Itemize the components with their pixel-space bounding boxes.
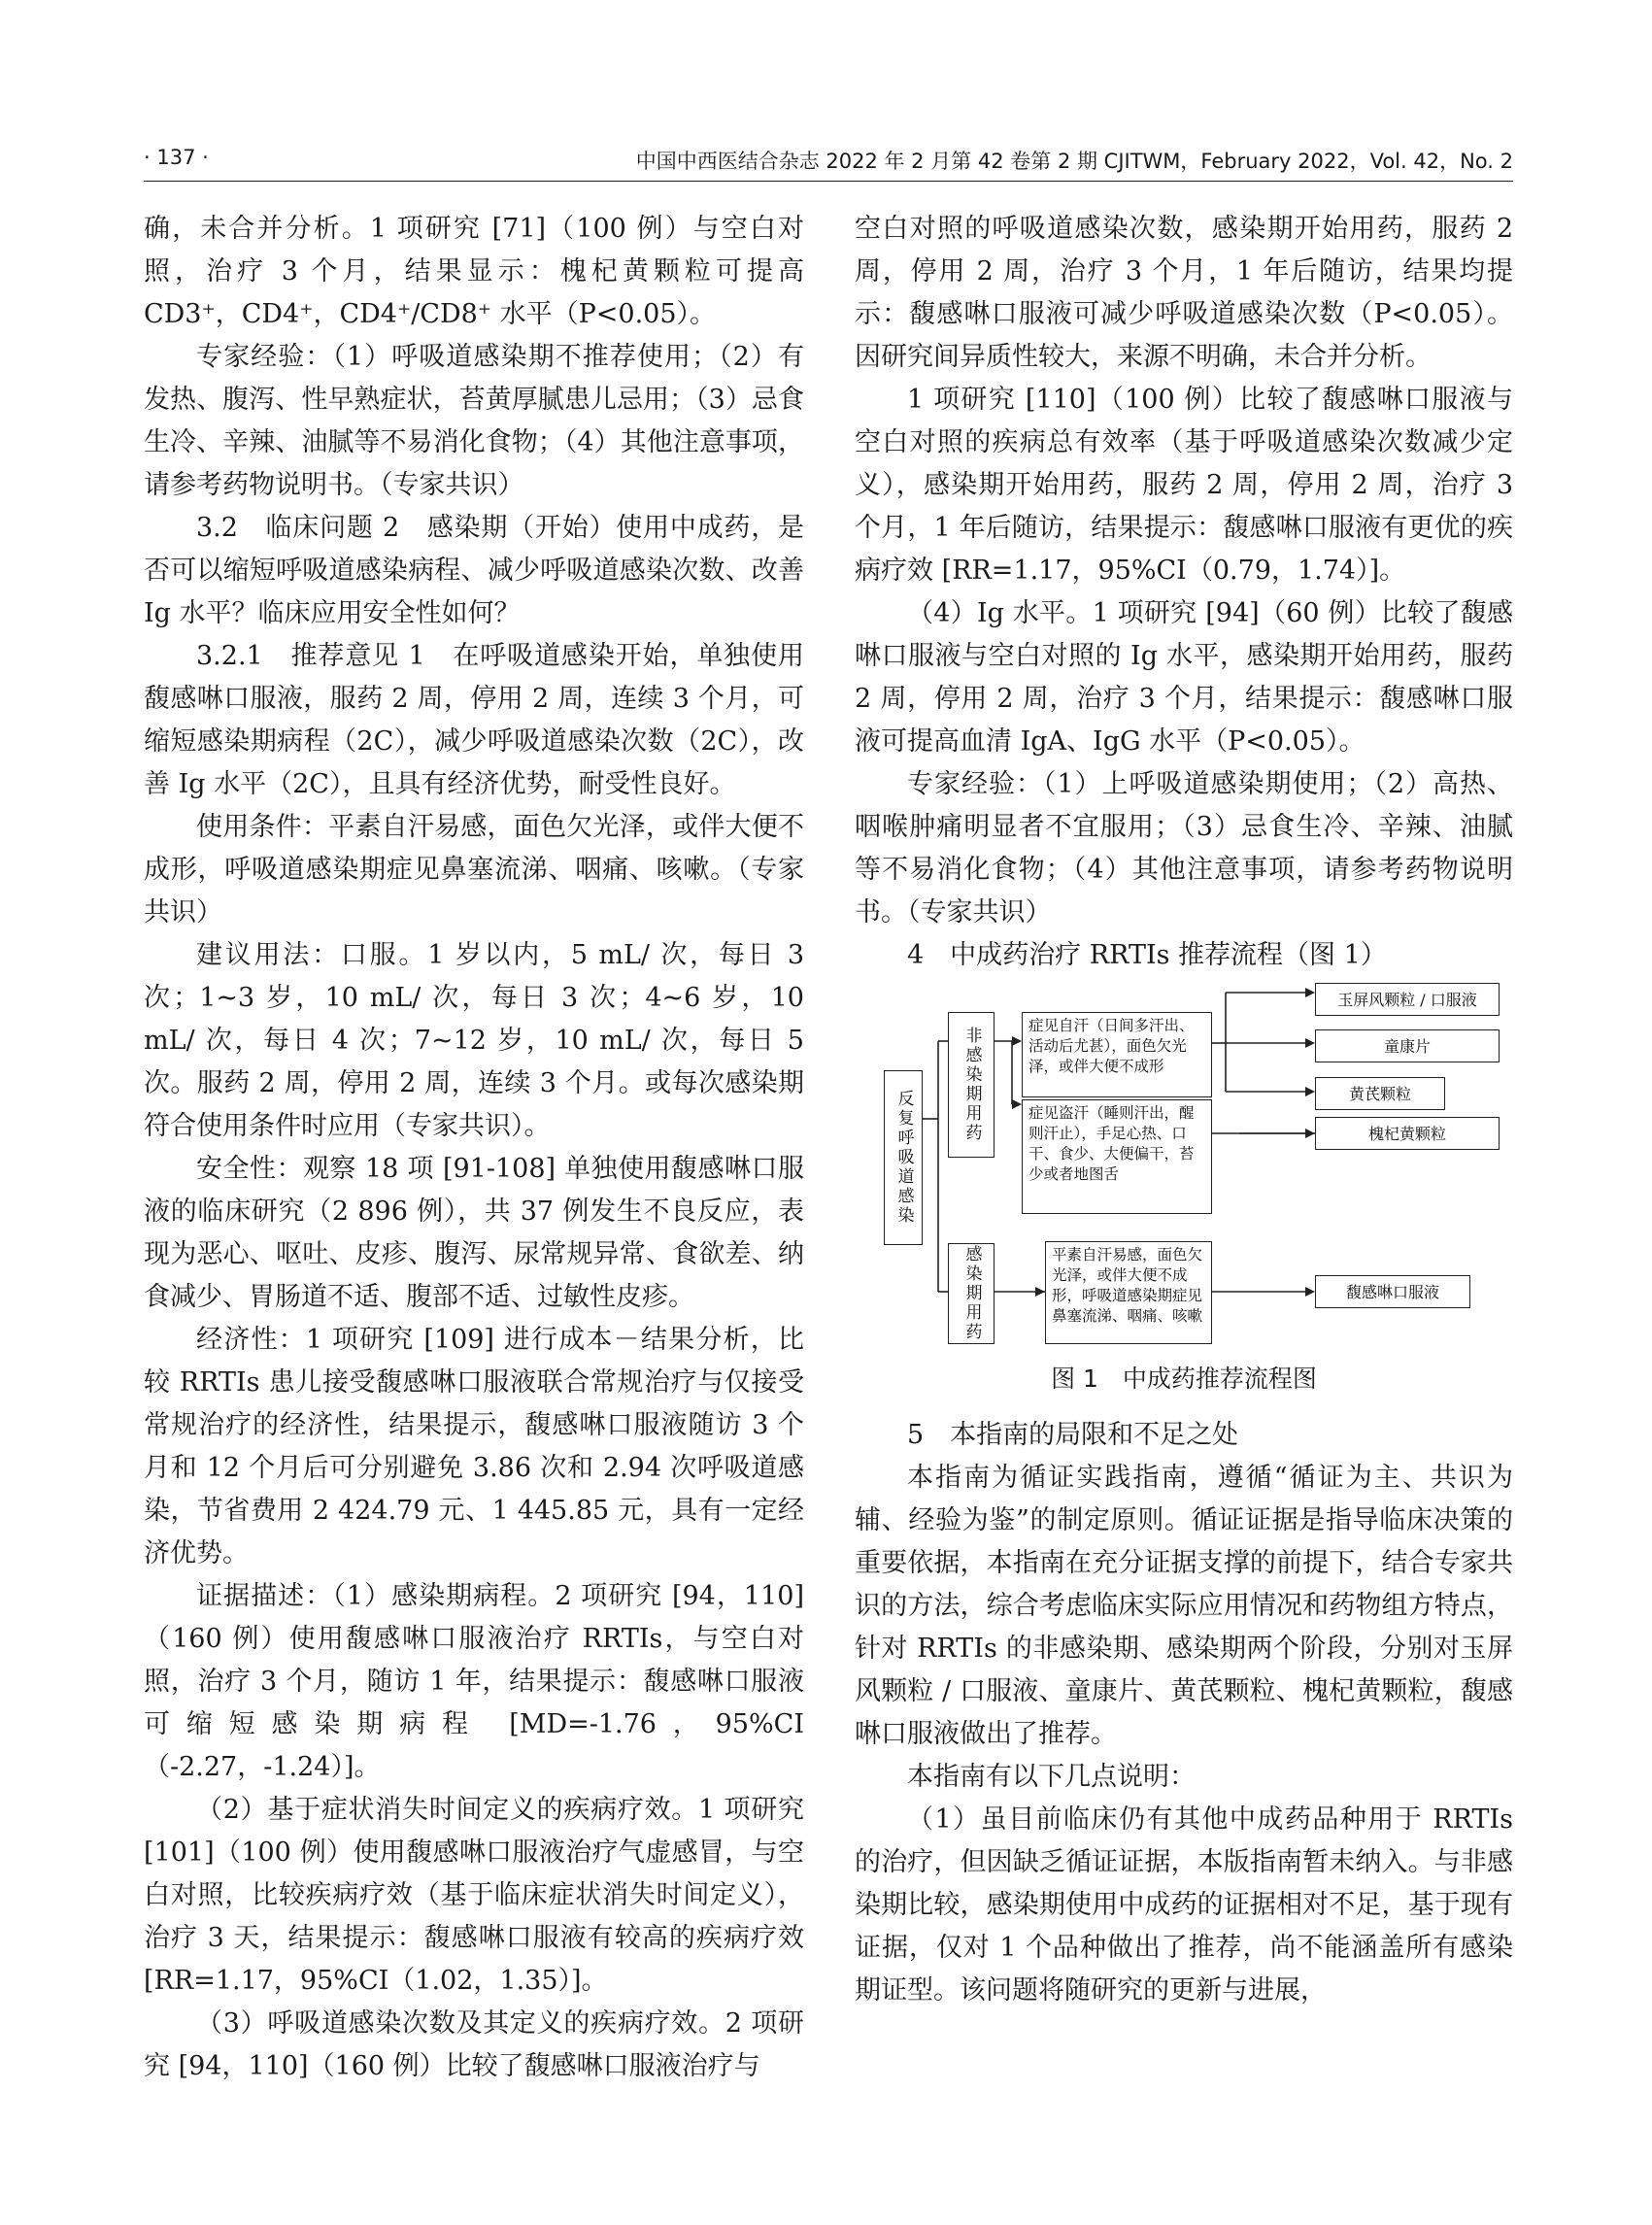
figure-caption: 图 1 中成药推荐流程图 (1051, 1365, 1317, 1393)
flow-node-drug-3: 黄芪颗粒 (1315, 1077, 1445, 1110)
flow-node-drug-1: 玉屏风颗粒 / 口服液 (1315, 983, 1500, 1016)
section-heading: 3.2 临床问题 2 感染期（开始）使用中成药，是否可以缩短呼吸道感染病程、减少呼吸道感染次数、改善 Ig 水平？临床应用安全性如何？ (144, 513, 804, 628)
journal-citation: 中国中西医结合杂志 2022 年 2 月第 42 卷第 2 期 CJITWM，February 2022，Vol. 42，No. 2 (635, 150, 1513, 173)
paragraph: （3）呼吸道感染次数及其定义的疾病疗效。2 项研究 [94，110]（160 例）比较了馥感啉口服液治疗与 (144, 2008, 804, 2081)
paragraph: 使用条件：平素自汗易感，面色欠光泽，或伴大便不成形，呼吸道感染期症见鼻塞流涕、咽痛、咳嗽。（专家共识） (144, 812, 804, 927)
paragraph: 证据描述：（1）感染期病程。2 项研究 [94，110]（160 例）使用馥感啉口服液治疗 RRTIs，与空白对照，治疗 3 个月，随访 1 年，结果提示：馥感啉口服液可缩短感染期病程 [MD=-1.76，95%CI（-2.27，-1.24）]。 (144, 1581, 804, 1782)
section-heading: 4 中成药治疗 RRTIs 推荐流程（图 1） (907, 940, 1387, 970)
flow-node-non-infection: 非感染期用药 (948, 1012, 995, 1158)
paragraph: 经济性：1 项研究 [109] 进行成本－结果分析，比较 RRTIs 患儿接受馥感啉口服液联合常规治疗与仅接受常规治疗的经济性，结果提示，馥感啉口服液随访 3 个月和 12 个月后可分别避免 3.86 次和 2.94 次呼吸道感染，节省费用 2 424.79 元、1 445.85 元，具有一定经济优势。 (144, 1325, 804, 1568)
flow-node-drug-5: 馥感啉口服液 (1315, 1275, 1470, 1308)
right-column (855, 208, 1513, 2012)
running-header (144, 146, 1513, 179)
paragraph: 空白对照的呼吸道感染次数，感染期开始用药，服药 2 周，停用 2 周，治疗 3 个月，1 年后随访，结果均提示：馥感啉口服液可减少呼吸道感染次数（P<0.05）。因研究间异质性较大，来源不明确，未合并分析。 (855, 214, 1513, 372)
paragraph: （2）基于症状消失时间定义的疾病疗效。1 项研究 [101]（100 例）使用馥感啉口服液治疗气虚感冒，与空白对照，比较疾病疗效（基于临床症状消失时间定义），治疗 3 天，结果提示：馥感啉口服液有较高的疾病疗效 [RR=1.17，95%CI（1.02，1.35）]。 (144, 1795, 804, 1996)
flow-node-root: 反复呼吸道感染 (884, 1070, 923, 1245)
paragraph: 安全性：观察 18 项 [91-108] 单独使用馥感啉口服液的临床研究（2 896 例），共 37 例发生不良反应，表现为恶心、呕吐、皮疹、腹泻、尿常规异常、食欲差、纳食减少、胃肠道不适、腹部不适、过敏性皮疹。 (144, 1154, 804, 1312)
paragraph: （4）Ig 水平。1 项研究 [94]（60 例）比较了馥感啉口服液与空白对照的 Ig 水平，感染期开始用药，服药 2 周，停用 2 周，治疗 3 个月，结果提示：馥感啉口服液可提高血清 IgA、IgG 水平（P<0.05）。 (855, 598, 1513, 757)
paragraph: 确，未合并分析。1 项研究 [71]（100 例）与空白对照，治疗 3 个月，结果显示：槐杞黄颗粒可提高 CD3⁺，CD4⁺，CD4⁺/CD8⁺ 水平（P<0.05）。 (144, 214, 804, 329)
paragraph: （1）虽目前临床仍有其他中成药品种用于 RRTIs 的治疗，但因缺乏循证证据，本版指南暂未纳入。与非感染期比较，感染期使用中成药的证据相对不足，基于现有证据，仅对 1 个品种做出了推荐，尚不能涵盖所有感染期证型。该问题将随研究的更新与进展， (855, 1804, 1513, 2006)
paragraph: 本指南有以下几点说明： (907, 1762, 1196, 1792)
paragraph: 建议用法：口服。1 岁以内，5 mL/ 次，每日 3 次；1~3 岁，10 mL/ 次，每日 3 次；4~6 岁，10 mL/ 次，每日 4 次；7~12 岁，10 mL/ 次，每日 5 次。服药 2 周，停用 2 周，连续 3 个月。或每次感染期符合使用条件时应用（专家共识）。 (144, 940, 804, 1141)
section-heading: 5 本指南的局限和不足之处 (907, 1420, 1239, 1450)
flow-node-symptom-3: 平素自汗易感，面色欠光泽，或伴大便不成形，呼吸道感染期症见鼻塞流涕、咽痛、咳嗽 (1045, 1241, 1212, 1344)
flow-node-symptom-2: 症见盗汗（睡则汗出，醒则汗止），手足心热、口干、食少、大便偏干，苔少或者地图舌 (1022, 1099, 1212, 1214)
recommendation-heading: 3.2.1 推荐意见 1 在呼吸道感染开始，单独使用馥感啉口服液，服药 2 周，停用 2 周，连续 3 个月，可缩短感染期病程（2C），减少呼吸道感染次数（2C），改善 Ig 水平（2C），且具有经济优势，耐受性良好。 (144, 641, 804, 799)
paragraph: 专家经验：（1）呼吸道感染期不推荐使用；（2）有发热、腹泻、性早熟症状，苔黄厚腻患儿忌用；（3）忌食生冷、辛辣、油腻等不易消化食物；（4）其他注意事项，请参考药物说明书。（专家共识） (144, 342, 804, 500)
paragraph: 本指南为循证实践指南，遵循“循证为主、共识为辅、经验为鉴”的制定原则。循证证据是指导临床决策的重要依据，本指南在充分证据支撑的前提下，结合专家共识的方法，综合考虑临床实际应用情况和药物组方特点，针对 RRTIs 的非感染期、感染期两个阶段，分别对玉屏风颗粒 / 口服液、童康片、黄芪颗粒、槐杞黄颗粒，馥感啉口服液做出了推荐。 (855, 1463, 1513, 1749)
flow-node-infection: 感染期用药 (948, 1243, 995, 1344)
left-column (144, 208, 804, 2088)
page-number: · 137 · (144, 146, 209, 169)
paragraph: 专家经验：（1）上呼吸道感染期使用；（2）高热、咽喉肿痛明显者不宜服用；（3）忌食生冷、辛辣、油腻等不易消化食物；（4）其他注意事项，请参考药物说明书。（专家共识） (855, 769, 1513, 927)
flowchart-figure (855, 983, 1513, 1414)
header-rule (144, 181, 1513, 182)
flow-node-symptom-1: 症见自汗（日间多汗出、活动后尤甚），面色欠光泽，或伴大便不成形 (1022, 1012, 1212, 1097)
flow-node-drug-4: 槐杞黄颗粒 (1315, 1117, 1500, 1150)
flow-node-drug-2: 童康片 (1315, 1029, 1500, 1062)
paragraph: 1 项研究 [110]（100 例）比较了馥感啉口服液与空白对照的疾病总有效率（基于呼吸道感染次数减少定义），感染期开始用药，服药 2 周，停用 2 周，治疗 3 个月，1 年后随访，结果提示：馥感啉口服液有更优的疾病疗效 [RR=1.17，95%CI（0.79，1.74）]。 (855, 385, 1513, 586)
